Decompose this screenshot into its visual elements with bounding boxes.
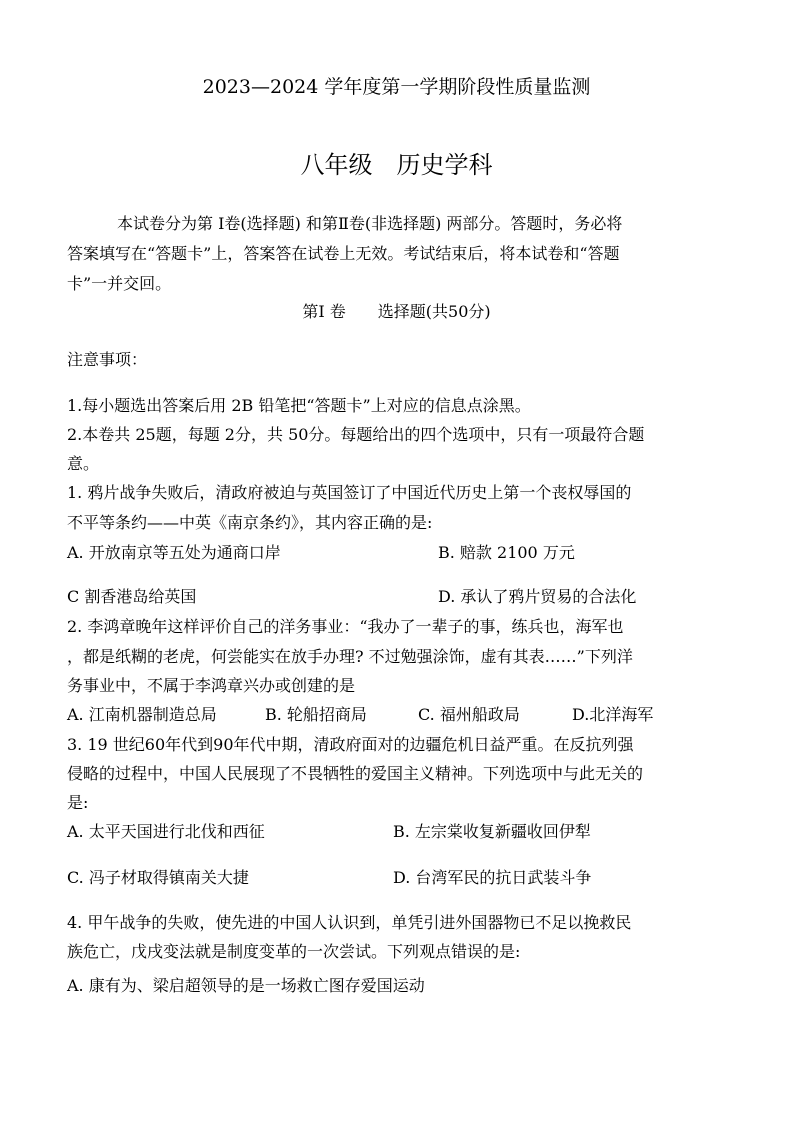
q1-option-a: A. 开放南京等五处为通商口岸 <box>67 543 281 562</box>
q3-stem-line-3: 是: <box>67 793 89 812</box>
intro-line-3: 卡”一并交回。 <box>67 274 172 293</box>
q2-stem-line-2: ，都是纸糊的老虎，何尝能实在放手办理? 不过勉强涂饰，虚有其表……”下列洋 <box>67 647 633 666</box>
q4-stem-line-1: 4. 甲午战争的失败，使先进的中国人认识到，单凭引进外国器物已不足以挽救民 <box>67 913 632 932</box>
q2-option-c: C. 福州船政局 <box>418 705 520 724</box>
q1-option-c: C 割香港岛给英国 <box>67 587 197 606</box>
q3-option-c: C. 冯子材取得镇南关大捷 <box>67 868 249 887</box>
q3-option-a: A. 太平天国进行北伐和西征 <box>67 822 265 841</box>
q3-option-b: B. 左宗棠收复新疆收回伊犁 <box>393 822 591 841</box>
note-2-line-1: 2.本卷共 25题，每题 2分，共 50分。每题给出的四个选项中，只有一项最符合题 <box>67 425 645 444</box>
q2-stem-line-1: 2. 李鸿章晚年这样评价自己的洋务事业：“我办了一辈子的事，练兵也，海军也 <box>67 617 624 636</box>
section-title: 第Ⅰ 卷 选择题(共50分) <box>302 302 491 321</box>
q2-option-d: D.北洋海军 <box>572 705 654 724</box>
q1-option-b: B. 赔款 2100 万元 <box>438 543 575 562</box>
intro-line-1: 本试卷分为第 Ⅰ卷(选择题) 和第Ⅱ卷(非选择题) 两部分。答题时，务必将 <box>117 214 623 233</box>
q3-stem-line-1: 3. 19 世纪60年代到90年代中期，清政府面对的边疆危机日益严重。在反抗列强 <box>67 735 634 754</box>
q2-option-a: A. 江南机器制造总局 <box>67 705 217 724</box>
q1-stem-line-1: 1. 鸦片战争失败后，清政府被迫与英国签订了中国近代历史上第一个丧权辱国的 <box>67 483 632 502</box>
q4-stem-line-2: 族危亡，戊戌变法就是制度变革的一次尝试。下列观点错误的是: <box>67 942 521 961</box>
q1-stem-line-2: 不平等条约——中英《南京条约》，其内容正确的是: <box>67 513 433 532</box>
note-1: 1.每小题选出答案后用 2B 铅笔把“答题卡”上对应的信息点涂黑。 <box>67 396 531 415</box>
exam-title: 2023—2024 学年度第一学期阶段性质量监测 <box>202 76 591 98</box>
q4-option-a: A. 康有为、梁启超领导的是一场救亡图存爱国运动 <box>67 976 425 995</box>
q1-option-d: D. 承认了鸦片贸易的合法化 <box>438 587 637 606</box>
q3-option-d: D. 台湾军民的抗日武装斗争 <box>393 868 592 887</box>
q2-option-b: B. 轮船招商局 <box>265 705 367 724</box>
intro-line-2: 答案填写在“答题卡”上，答案答在试卷上无效。考试结束后，将本试卷和“答题 <box>67 244 620 263</box>
note-2-line-2: 意。 <box>67 454 100 473</box>
notes-heading: 注意事项： <box>67 350 148 369</box>
q3-stem-line-2: 侵略的过程中，中国人民展现了不畏牺牲的爱国主义精神。下列选项中与此无关的 <box>67 764 644 783</box>
exam-subtitle: 八年级 历史学科 <box>300 151 493 179</box>
q2-stem-line-3: 务事业中，不属于李鸿章兴办或创建的是 <box>67 676 356 695</box>
